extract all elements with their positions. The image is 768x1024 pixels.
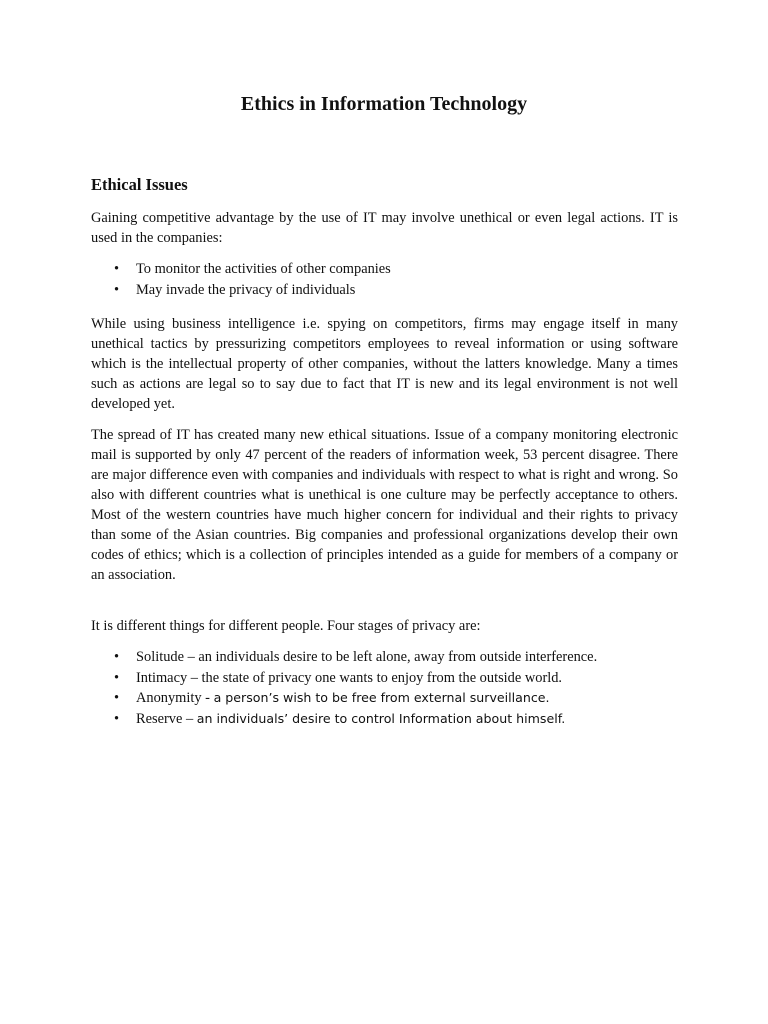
privacy-stage-separator: – <box>183 649 199 665</box>
list-item <box>91 259 678 280</box>
list-item-text: May invade the privacy of individuals <box>136 281 356 298</box>
privacy-stage-term: Solitude <box>136 649 184 665</box>
privacy-stages-list <box>91 647 678 729</box>
bullet-icon: • <box>114 261 120 277</box>
spread-of-it-paragraph: The spread of IT has created many new ethical situations. Issue of a company monitoring electronic mail is supported by only 47 percent of the readers of information week, 53 percent disagree. There are major difference even with companies and individuals with respect to what is right and wrong. So also with different countries what is unethical is one culture may be perfectly acceptance to others. Most of the western countries have much higher concern for individual and their rights to privacy than some of the Asian countries. Big companies and professional organizations develop their own codes of ethics; which is a collection of principles intended as a guide for members of a company or an association. <box>91 427 678 583</box>
privacy-stage-text: the state of privacy one wants to enjoy from the outside world. <box>201 669 563 686</box>
list-item <box>91 280 678 301</box>
privacy-intro-paragraph: It is different things for different people. Four stages of privacy are: <box>91 618 481 634</box>
document-body <box>91 174 678 743</box>
bullet-icon: • <box>114 690 120 706</box>
privacy-stage-separator: – <box>187 669 202 686</box>
bullet-icon: • <box>114 669 120 686</box>
privacy-stage-separator: – <box>182 710 197 727</box>
business-intelligence-paragraph: While using business intelligence i.e. spying on competitors, firms may engage itself in many unethical tactics by pressurizing competitors employees to reveal information or using software which is the intellectual property of other companies, without the latters knowledge. Many a times such as actions are legal so to say due to fact that IT is new and its legal environment is not well developed yet. <box>91 316 678 412</box>
bullet-icon: • <box>114 649 120 665</box>
privacy-stage-text: an individuals desire to be left alone, away from outside interference. <box>198 649 598 665</box>
privacy-stage-text: a person’s wish to be free from external surveillance. <box>213 690 550 705</box>
privacy-stage-term: Intimacy <box>136 669 188 686</box>
privacy-stage-term: Reserve <box>136 710 183 727</box>
privacy-stage-term: Anonymity <box>136 690 202 706</box>
list-item-text: To monitor the activities of other companies <box>136 261 391 277</box>
document-title: Ethics in Information Technology <box>240 93 528 115</box>
intro-paragraph: Gaining competitive advantage by the use of IT may involve unethical or even legal actions. IT is used in the companies: <box>91 210 678 246</box>
bullet-icon: • <box>114 281 120 298</box>
list-item <box>91 709 678 730</box>
privacy-stage-text: an individuals’ desire to control Information about himself. <box>196 710 566 726</box>
bullet-icon: • <box>114 710 120 727</box>
list-item <box>91 688 678 709</box>
privacy-stage-separator: - <box>201 690 214 706</box>
list-item <box>91 647 678 668</box>
list-item <box>91 668 678 689</box>
it-uses-list <box>91 259 678 300</box>
section-heading-ethical-issues: Ethical Issues <box>91 175 188 194</box>
